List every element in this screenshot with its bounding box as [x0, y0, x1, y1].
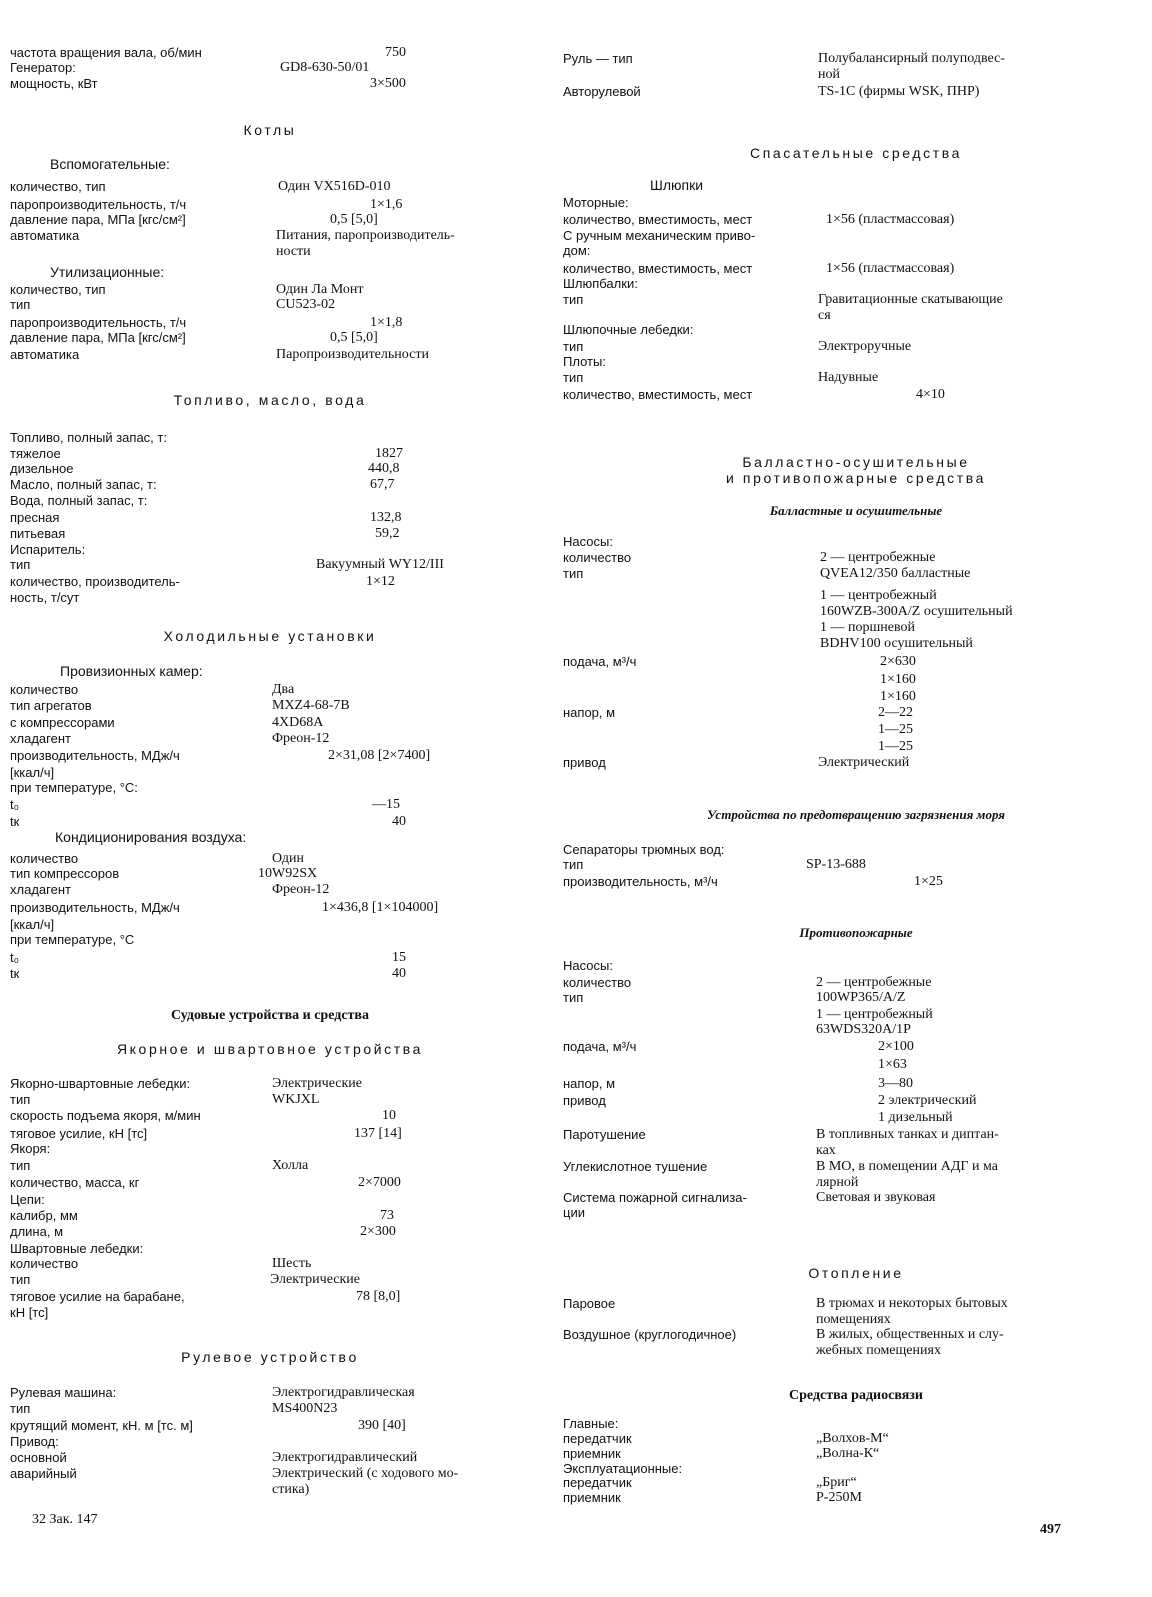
spec-value-continued: помещениях	[816, 1312, 891, 1327]
subsection-heading: Противопожарные	[799, 925, 913, 940]
spec-label: количество, производитель-	[10, 574, 180, 589]
spec-value: 2×7000	[358, 1175, 401, 1190]
spec-value: Электроручные	[818, 339, 912, 354]
spec-label: tк	[10, 966, 20, 981]
spec-label: Шлюпочные лебедки:	[563, 322, 694, 337]
group-label: Кондиционирования воздуха:	[55, 829, 247, 845]
spec-label: tк	[10, 814, 20, 829]
spec-value-continued: ности	[276, 244, 311, 259]
spec-value: 1×12	[366, 574, 395, 589]
spec-value: Два	[272, 682, 295, 697]
spec-label: Насосы:	[563, 958, 613, 973]
spec-value: 3—80	[878, 1076, 913, 1091]
spec-value: 1827	[375, 446, 403, 461]
spec-label: Система пожарной сигнализа-	[563, 1190, 747, 1205]
spec-label: кН [тс]	[10, 1305, 49, 1320]
spec-label: количество	[563, 550, 632, 565]
spec-label: подача, м³/ч	[563, 654, 637, 669]
spec-value: В МО, в помещении АДГ и ма	[816, 1159, 998, 1174]
spec-label: Насосы:	[563, 534, 613, 549]
spec-label: Якоря:	[10, 1141, 51, 1156]
spec-value-continued: 1 — центробежный	[816, 1007, 933, 1022]
spec-label: дом:	[563, 243, 591, 258]
spec-label: скорость подъема якоря, м/мин	[10, 1108, 201, 1123]
spec-value: 2×100	[878, 1039, 914, 1054]
spec-label: Сепараторы трюмных вод:	[563, 842, 725, 857]
section-heading: Балластно-осушительные	[742, 454, 970, 470]
spec-label: давление пара, МПа [кгс/см²]	[10, 330, 186, 345]
spec-label: ции	[563, 1205, 585, 1220]
spec-value: Фреон-12	[272, 731, 330, 746]
spec-label: Топливо, полный запас, т:	[10, 430, 167, 445]
spec-label: давление пара, МПа [кгс/см²]	[10, 212, 186, 227]
spec-label: Руль — тип	[563, 51, 633, 66]
spec-value: 73	[380, 1208, 394, 1223]
spec-value: —15	[372, 797, 400, 812]
spec-value: 2 электрический	[878, 1093, 977, 1108]
spec-value: Вакуумный WY12/III	[316, 557, 444, 572]
spec-value: 137 [14]	[354, 1126, 402, 1141]
spec-label: тип	[563, 990, 584, 1005]
spec-value: 2 — центробежные	[820, 550, 936, 565]
spec-label: Паровое	[563, 1296, 616, 1311]
spec-label: привод	[563, 1093, 606, 1108]
spec-label: при температуре, °С:	[10, 780, 138, 795]
spec-value: Электрические	[270, 1272, 360, 1287]
spec-label: С ручным механическим приво-	[563, 228, 756, 243]
spec-label: Шлюпбалки:	[563, 276, 638, 291]
spec-label: тип	[10, 557, 31, 572]
spec-value-continued: 1—25	[878, 722, 913, 737]
spec-label: тип	[563, 292, 584, 307]
spec-value: CU523-02	[276, 297, 336, 312]
section-heading: Спасательные средства	[750, 145, 962, 161]
spec-label: t₀	[10, 797, 20, 812]
spec-value: В топливных танках и диптан-	[816, 1127, 999, 1142]
spec-value-continued: 1—25	[878, 739, 913, 754]
spec-label: пресная	[10, 510, 60, 525]
footer-order-number: 32 Зак. 147	[32, 1512, 98, 1527]
spec-label: приемник	[563, 1446, 621, 1461]
spec-value-continued: 1×160	[880, 672, 916, 687]
spec-value: 390 [40]	[358, 1418, 406, 1433]
spec-value: 440,8	[368, 461, 400, 476]
chapter-heading: Средства радиосвязи	[789, 1388, 923, 1403]
spec-value: 132,8	[370, 510, 402, 525]
spec-label: крутящий момент, кН. м [тс. м]	[10, 1418, 193, 1433]
spec-label: передатчик	[563, 1475, 632, 1490]
spec-value: Электрогидравлический	[272, 1450, 418, 1465]
subsection-heading: Балластные и осушительные	[769, 503, 943, 518]
spec-label: подача, м³/ч	[563, 1039, 637, 1054]
spec-value: 2—22	[878, 705, 913, 720]
spec-value: Электрический	[818, 755, 910, 770]
spec-label: количество	[563, 975, 632, 990]
spec-value: TS-1C (фирмы WSK, ПНР)	[818, 84, 980, 99]
spec-label: тип	[10, 1158, 31, 1173]
spec-label: тип агрегатов	[10, 698, 92, 713]
spec-label: Моторные:	[563, 195, 629, 210]
spec-label: Якорно-швартовные лебедки:	[10, 1076, 191, 1091]
spec-value: Надувные	[818, 370, 879, 385]
spec-label: автоматика	[10, 228, 80, 243]
spec-value: MXZ4-68-7B	[272, 698, 350, 713]
spec-label: количество, масса, кг	[10, 1175, 140, 1190]
spec-label: количество	[10, 682, 79, 697]
spec-label: Цепи:	[10, 1192, 45, 1207]
spec-value-continued: 160WZB-300A/Z осушительный	[820, 604, 1013, 619]
spec-label: тип	[563, 566, 584, 581]
spec-value: 1×56 (пластмассовая)	[826, 261, 955, 276]
spec-label: тип компрессоров	[10, 866, 120, 881]
spec-label: тип	[10, 1092, 31, 1107]
spec-label: тип	[10, 297, 31, 312]
spec-label: длина, м	[10, 1224, 64, 1239]
spec-value: Один Ла Монт	[276, 282, 364, 297]
spec-value: 4×10	[916, 387, 945, 402]
spec-label: Главные:	[563, 1416, 619, 1431]
spec-value-continued: 1×160	[880, 689, 916, 704]
spec-value: В жилых, общественных и слу-	[816, 1327, 1004, 1342]
spec-label: Генератор:	[10, 60, 76, 75]
spec-label: Масло, полный запас, т:	[10, 477, 157, 492]
spec-label: дизельное	[10, 461, 74, 476]
page-number: 497	[1040, 1522, 1061, 1537]
spec-value-continued: BDHV100 осушительный	[820, 636, 973, 651]
spec-label: количество	[10, 1256, 79, 1271]
spec-value: 0,5 [5,0]	[330, 330, 378, 345]
spec-label: производительность, м³/ч	[563, 874, 718, 889]
spec-label: основной	[10, 1450, 67, 1465]
spec-label: Эксплуатационные:	[563, 1461, 683, 1476]
spec-label: паропроизводительность, т/ч	[10, 197, 187, 212]
group-label: Утилизационные:	[50, 264, 165, 280]
group-label: Шлюпки	[650, 177, 704, 193]
spec-label: [ккал/ч]	[10, 917, 55, 932]
group-label: Провизионных камер:	[60, 663, 203, 679]
spec-value: В трюмах и некоторых бытовых	[816, 1296, 1008, 1311]
spec-value-continued: 63WDS320A/1P	[816, 1022, 911, 1037]
spec-label: Плоты:	[563, 354, 606, 369]
spec-value: Полубалансирный полуподвес-	[818, 51, 1005, 66]
spec-value-continued: лярной	[816, 1175, 859, 1190]
spec-label: Воздушное (круглогодичное)	[563, 1327, 737, 1342]
spec-value: 1×56 (пластмассовая)	[826, 212, 955, 227]
spec-value: 1×1,8	[370, 315, 403, 330]
spec-label: тяговое усилие на барабане,	[10, 1289, 185, 1304]
spec-label: тяговое усилие, кН [тс]	[10, 1126, 148, 1141]
spec-label: количество, тип	[10, 179, 106, 194]
spec-label: хладагент	[10, 882, 71, 897]
spec-label: Вода, полный запас, т:	[10, 493, 148, 508]
spec-label: приемник	[563, 1490, 621, 1505]
spec-label: с компрессорами	[10, 715, 115, 730]
spec-value: SP-13-688	[806, 857, 866, 872]
spec-label: Испаритель:	[10, 542, 86, 557]
spec-value: 1×1,6	[370, 197, 403, 212]
spec-value: 750	[385, 45, 406, 60]
spec-label: тип	[10, 1401, 31, 1416]
spec-value-continued: стика)	[272, 1482, 310, 1497]
spec-label: хладагент	[10, 731, 71, 746]
spec-value: Один	[272, 851, 305, 866]
spec-label: автоматика	[10, 347, 80, 362]
section-heading: Холодильные установки	[163, 628, 377, 644]
spec-label: Рулевая машина:	[10, 1385, 117, 1400]
spec-label: паропроизводительность, т/ч	[10, 315, 187, 330]
spec-value: Электрические	[272, 1076, 362, 1091]
spec-label: тип	[563, 857, 584, 872]
spec-label: тип	[563, 339, 584, 354]
spec-value: 40	[392, 966, 406, 981]
spec-value-continued: 1 дизельный	[878, 1110, 953, 1125]
spec-value: Электрогидравлическая	[272, 1385, 415, 1400]
spec-value: 67,7	[370, 477, 395, 492]
group-label: Вспомогательные:	[50, 156, 170, 172]
spec-value: 2×31,08 [2×7400]	[328, 748, 431, 763]
spec-label: t₀	[10, 950, 20, 965]
spec-label: мощность, кВт	[10, 76, 98, 91]
section-heading: Рулевое устройство	[181, 1349, 359, 1365]
spec-label: напор, м	[563, 705, 616, 720]
spec-value: Питания, паропроизводитель-	[276, 228, 455, 243]
spec-value: Один VX516D-010	[278, 179, 391, 194]
spec-label: тип	[10, 1272, 31, 1287]
spec-value: „Волхов-М“	[816, 1431, 889, 1446]
spec-value: 10	[382, 1108, 396, 1123]
spec-value: Шесть	[272, 1256, 312, 1271]
spec-label: Авторулевой	[563, 84, 641, 99]
spec-value: Световая и звуковая	[816, 1190, 936, 1205]
spec-value: 40	[392, 814, 406, 829]
spec-label: при температуре, °С	[10, 932, 135, 947]
spec-label: привод	[563, 755, 606, 770]
spec-value: Р-250М	[816, 1490, 862, 1505]
section-heading: Отопление	[808, 1265, 904, 1281]
spec-value: 3×500	[370, 76, 406, 91]
spec-value: 0,5 [5,0]	[330, 212, 378, 227]
spec-value: MS400N23	[272, 1401, 338, 1416]
spec-label: калибр, мм	[10, 1208, 78, 1223]
spec-value: 1×25	[914, 874, 943, 889]
spec-value-continued: 1×63	[878, 1057, 907, 1072]
spec-value: QVEA12/350 балластные	[820, 566, 971, 581]
spec-value: WKJXL	[272, 1092, 320, 1107]
spec-label: ность, т/сут	[10, 590, 80, 605]
spec-label: Привод:	[10, 1434, 59, 1449]
spec-label: тип	[563, 370, 584, 385]
spec-label: Углекислотное тушение	[563, 1159, 708, 1174]
subsection-heading: Устройства по предотвращению загрязнения моря	[707, 807, 1005, 822]
chapter-heading: Судовые устройства и средства	[171, 1008, 369, 1023]
spec-value: GD8-630-50/01	[280, 60, 370, 75]
spec-label: производительность, МДж/ч	[10, 748, 180, 763]
spec-label: аварийный	[10, 1466, 77, 1481]
spec-value: 78 [8,0]	[356, 1289, 401, 1304]
section-heading: Топливо, масло, вода	[173, 392, 367, 408]
spec-value-continued: 1 — поршневой	[820, 620, 915, 635]
spec-value-continued: ся	[818, 308, 831, 323]
spec-label: количество, вместимость, мест	[563, 212, 753, 227]
spec-label: количество, вместимость, мест	[563, 387, 753, 402]
spec-value: Паропроизводительности	[276, 347, 429, 362]
spec-value: Гравитационные скатывающие	[818, 292, 1003, 307]
spec-label: тяжелое	[10, 446, 61, 461]
spec-label: количество, тип	[10, 282, 106, 297]
spec-value: 1×436,8 [1×104000]	[322, 900, 439, 915]
spec-label: количество, вместимость, мест	[563, 261, 753, 276]
spec-value-continued: 1 — центробежный	[820, 588, 937, 603]
spec-label: производительность, МДж/ч	[10, 900, 180, 915]
spec-label: питьевая	[10, 526, 66, 541]
spec-value: 100WP365/A/Z	[816, 990, 906, 1005]
spec-value: „Волна-К“	[816, 1446, 880, 1461]
spec-value-continued: жебных помещениях	[816, 1343, 941, 1358]
spec-value: Фреон-12	[272, 882, 330, 897]
spec-value: Холла	[272, 1158, 309, 1173]
spec-value: 59,2	[375, 526, 400, 541]
section-heading: и противопожарные средства	[726, 470, 986, 486]
spec-value: „Бриг“	[816, 1475, 857, 1490]
spec-label: Паротушение	[563, 1127, 646, 1142]
spec-value: 4XD68A	[272, 715, 324, 730]
spec-value: 2 — центробежные	[816, 975, 932, 990]
spec-value: 15	[392, 950, 406, 965]
spec-value: 10W92SX	[258, 866, 318, 881]
spec-label: Швартовные лебедки:	[10, 1241, 144, 1256]
spec-label: передатчик	[563, 1431, 632, 1446]
spec-label: напор, м	[563, 1076, 616, 1091]
spec-value: 2×630	[880, 654, 916, 669]
spec-value: 2×300	[360, 1224, 396, 1239]
spec-value-continued: ной	[818, 67, 840, 82]
section-heading: Котлы	[243, 122, 297, 138]
spec-value: Электрический (с ходового мо-	[272, 1466, 459, 1481]
section-heading: Якорное и швартовное устройства	[116, 1041, 424, 1057]
spec-label: частота вращения вала, об/мин	[10, 45, 202, 60]
spec-value-continued: ках	[816, 1143, 836, 1158]
spec-label: [ккал/ч]	[10, 765, 55, 780]
spec-label: количество	[10, 851, 79, 866]
